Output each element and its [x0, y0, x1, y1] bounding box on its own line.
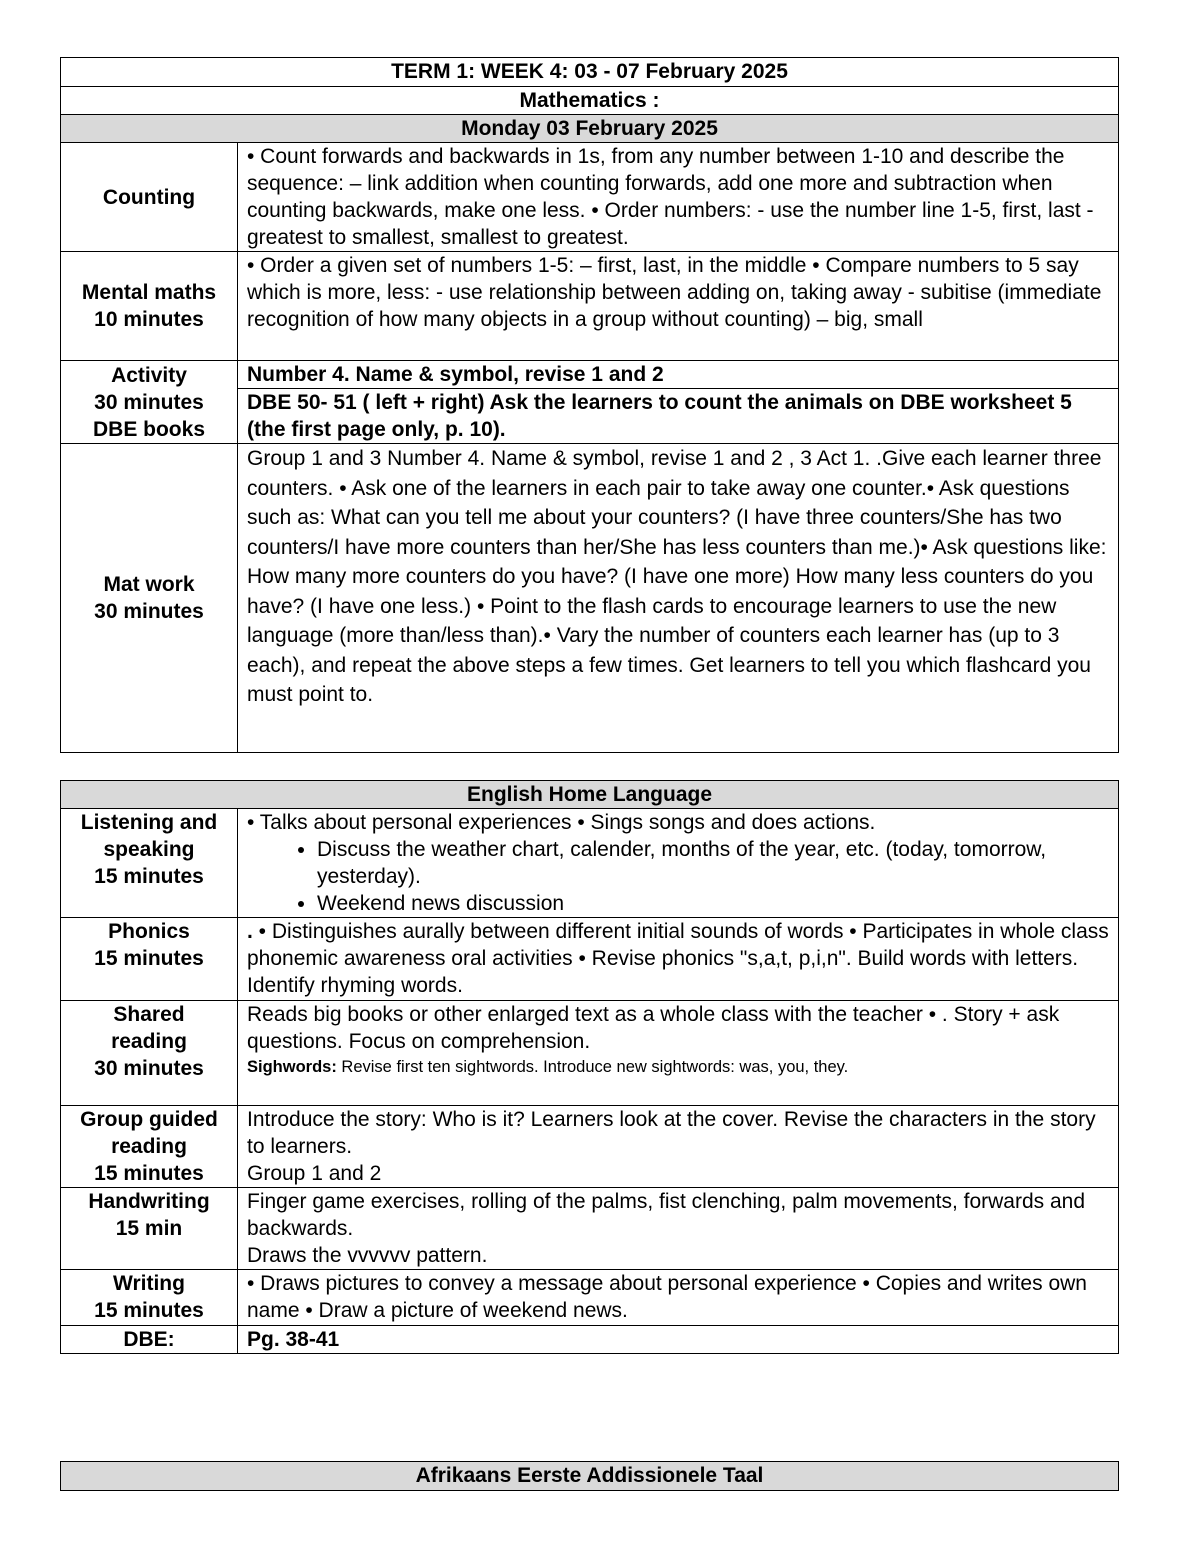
handwriting-body: Finger game exercises, rolling of the palms, fist clenching, palm movements, forwards and backwards. [247, 1190, 1086, 1240]
handwriting-pattern: Draws the vvvvvv pattern. [247, 1244, 488, 1267]
row-group-guided-reading [61, 1106, 1119, 1188]
label-activity [61, 361, 238, 444]
label-line: 30 minutes [94, 1057, 204, 1080]
label-mental-maths [61, 252, 238, 361]
afrikaans-table [60, 1461, 1119, 1491]
label-line: reading [111, 1135, 187, 1158]
list-item: • Discuss the weather chart, calender, months of the year, etc. (today, tomorrow, yesterday). [317, 836, 1109, 890]
row-activity [61, 361, 1119, 389]
label-line: Mental maths [81, 281, 217, 304]
label-line: 15 minutes [94, 865, 204, 888]
row-phonics [61, 918, 1119, 1001]
sightwords-text: Revise first ten sightwords. Introduce new sightwords: was, you, they. [336, 1058, 849, 1076]
row-shared-reading [61, 1001, 1119, 1106]
label-line: 15 minutes [94, 1162, 204, 1185]
label-shared-reading [61, 1001, 238, 1106]
label-line: Mat work [103, 573, 195, 596]
label-line: Shared [113, 1003, 185, 1026]
subject-title-english: English Home Language [61, 781, 1119, 809]
row-dbe [61, 1326, 1119, 1354]
label-handwriting [61, 1188, 238, 1270]
mathematics-table [60, 57, 1119, 753]
label-phonics [61, 918, 238, 1001]
list-item: • Weekend news discussion [317, 890, 1109, 917]
label-line: 15 minutes [94, 947, 204, 970]
label-dbe: DBE: [61, 1326, 238, 1354]
label-line: 15 min [115, 1217, 183, 1240]
label-line: 10 minutes [94, 308, 204, 331]
guided-reading-group: Group 1 and 2 [247, 1162, 382, 1185]
label-line: 30 minutes [94, 600, 204, 623]
listening-text [238, 809, 1119, 918]
label-line: Handwriting [88, 1190, 210, 1213]
guided-reading-text [238, 1106, 1119, 1188]
label-line: reading [111, 1030, 187, 1053]
sightwords-label: Sighwords: [247, 1058, 337, 1076]
label-counting: Counting [61, 143, 238, 252]
dbe-pages: Pg. 38-41 [238, 1326, 1119, 1354]
label-listening-speaking [61, 809, 238, 918]
shared-reading-body: Reads big books or other enlarged text as a whole class with the teacher • . Story + ask questions. Focus on comprehension. [247, 1003, 1060, 1053]
phonics-lead: . [247, 920, 253, 943]
label-line: 15 minutes [94, 1299, 204, 1322]
label-mat-work [61, 444, 238, 753]
mat-work-text: Group 1 and 3 Number 4. Name & symbol, revise 1 and 2 , 3 Act 1. .Give each learner three counters. • Ask one of the learners in each pair to take away one counter.• Ask questions such as: What can you tell me about your counters? (I have three counters/She has two counters/I have more counters than her/She has less counters than me.)• Ask questions like: How many more counters do you have? (I have one more) How many less counters do you have? (I have one less.) • Point to the flash cards to encourage learners to use the new language (more than/less than).• Vary the number of counters each learner has (up to 3 each), and repeat the above steps a few times. Get learners to tell you which flashcard you must point to. [238, 444, 1119, 753]
label-line: 30 minutes [94, 390, 204, 414]
subject-title-mathematics: Mathematics : [61, 87, 1119, 115]
row-writing [61, 1270, 1119, 1326]
label-line: Writing [113, 1272, 185, 1295]
label-line: Phonics [108, 920, 190, 943]
mental-maths-text: • Order a given set of numbers 1-5: – first, last, in the middle • Compare numbers to 5 say which is more, less: - use relationship between adding on, taking away - subitise (immediate recognition of how many objects in a group without counting) – big, small [238, 252, 1119, 361]
day-title: Monday 03 February 2025 [61, 115, 1119, 143]
counting-text: • Count forwards and backwards in 1s, from any number between 1-10 and describe the sequence: – link addition when counting forwards, add one more and subtraction when counting backwards, make one less. • Order numbers: - use the number line 1-5, first, last - greatest to smallest, smallest to greatest. [238, 143, 1119, 252]
label-writing [61, 1270, 238, 1326]
row-mat-work [61, 444, 1119, 753]
shared-reading-text [238, 1001, 1119, 1106]
label-group-guided-reading [61, 1106, 238, 1188]
phonics-body: • Distinguishes aurally between different initial sounds of words • Participates in whole class phonemic awareness oral activities • Revise phonics "s,a,t, p,i,n". Build words with letters. Identify rhyming words. [247, 920, 1109, 997]
term-week-title: TERM 1: WEEK 4: 03 - 07 February 2025 [61, 58, 1119, 87]
label-line: DBE books [92, 417, 205, 441]
activity-line-1: Number 4. Name & symbol, revise 1 and 2 [238, 361, 1119, 389]
sightwords-line [247, 1055, 1109, 1079]
english-table [60, 780, 1119, 1354]
subject-title-afrikaans: Afrikaans Eerste Addissionele Taal [61, 1462, 1119, 1491]
listening-bullets [247, 836, 1109, 917]
activity-line-2: DBE 50- 51 ( left + right) Ask the learners to count the animals on DBE worksheet 5 (the first page only, p. 10). [238, 389, 1119, 444]
row-handwriting [61, 1188, 1119, 1270]
row-mental-maths [61, 252, 1119, 361]
label-line: speaking [103, 838, 195, 861]
label-line: Activity [111, 363, 187, 387]
handwriting-text [238, 1188, 1119, 1270]
phonics-text [238, 918, 1119, 1001]
label-line: Listening and [80, 811, 218, 834]
listening-line: • Talks about personal experiences • Sings songs and does actions. [247, 811, 876, 834]
label-line: Group guided [80, 1108, 218, 1131]
writing-text: • Draws pictures to convey a message about personal experience • Copies and writes own name • Draw a picture of weekend news. [238, 1270, 1119, 1326]
row-counting [61, 143, 1119, 252]
row-listening-speaking [61, 809, 1119, 918]
guided-reading-body: Introduce the story: Who is it? Learners look at the cover. Revise the characters in the story to learners. [247, 1108, 1096, 1158]
